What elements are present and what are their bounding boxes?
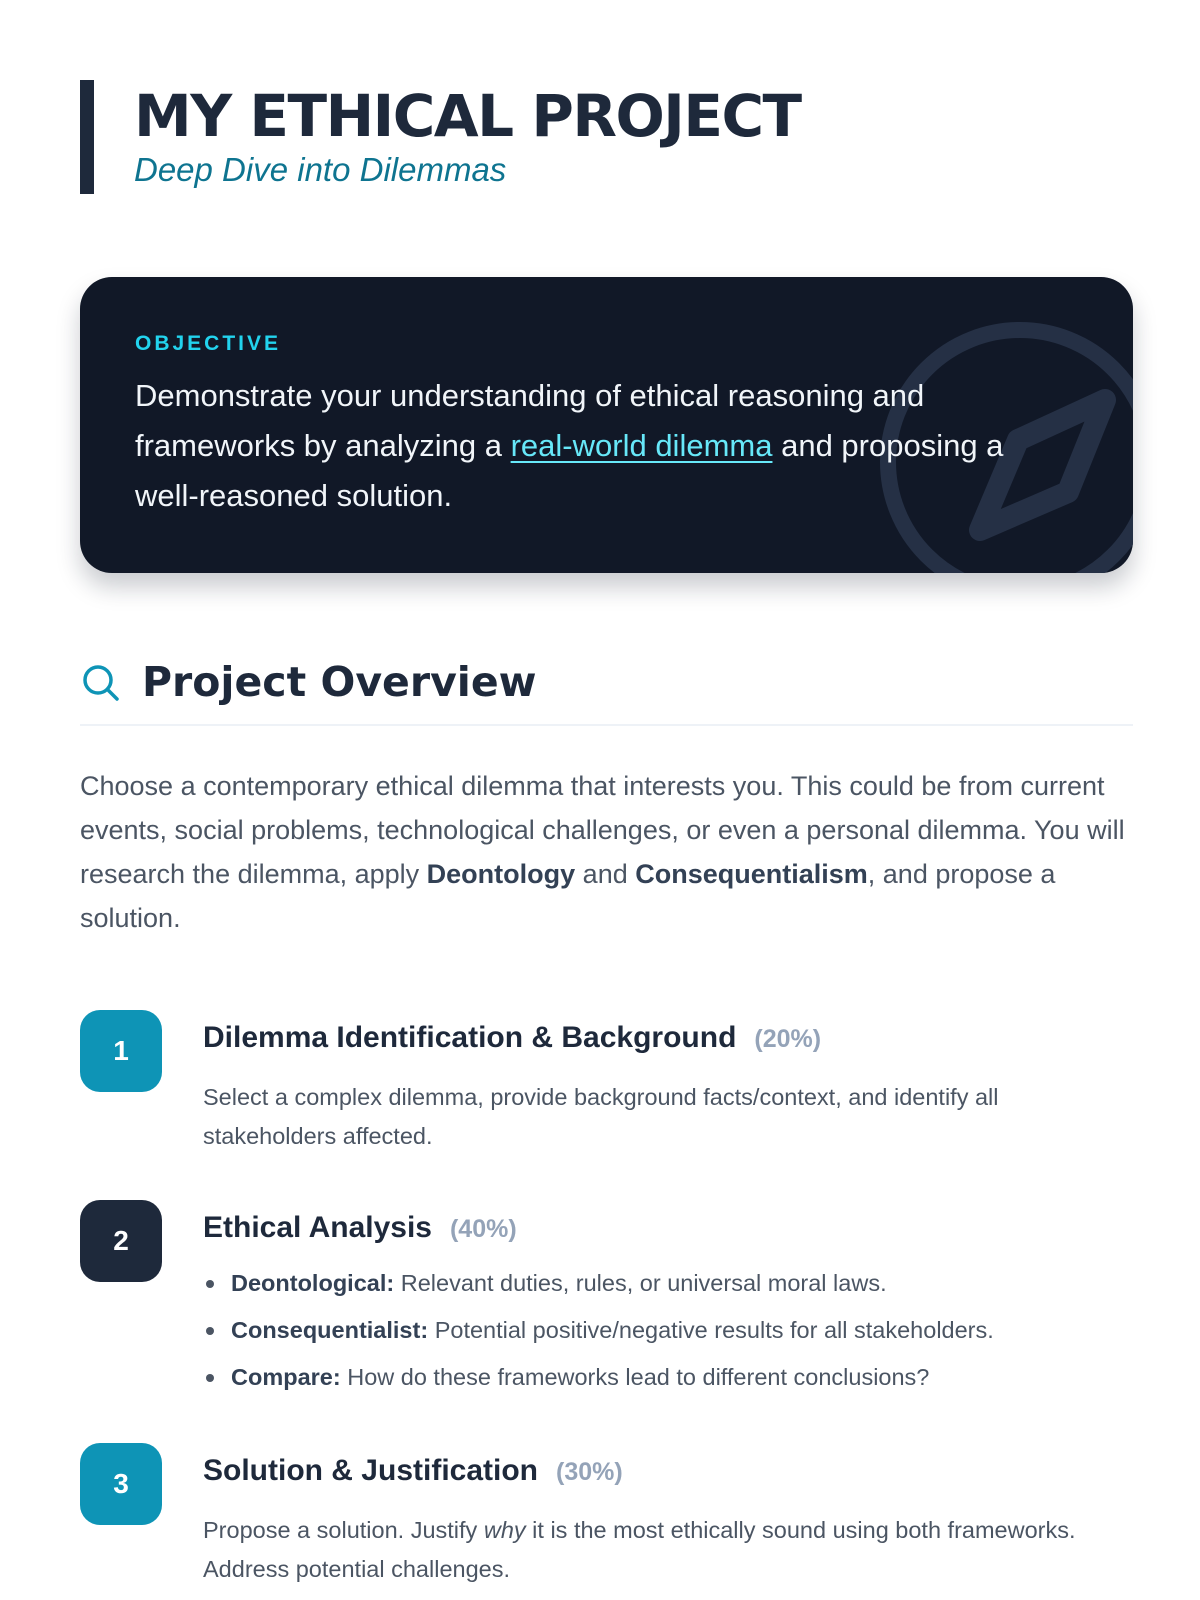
objective-label: OBJECTIVE <box>135 332 282 355</box>
intro-text: Choose a contemporary ethical dilemma that interests you. This could be from current events, social problems, technological challenges, or even a personal dilemma. You will research the dilemma, apply <box>80 771 1125 889</box>
page-title: MY ETHICAL PROJECT <box>134 82 801 150</box>
step-title-text: Solution & Justification <box>203 1454 538 1487</box>
step-title-text: Ethical Analysis <box>203 1211 432 1244</box>
step-weight: (40%) <box>449 1215 517 1243</box>
step-description <box>203 1511 1093 1589</box>
step-description-text: it is the most ethically sound using both frameworks. Address potential challenges. <box>203 1517 1076 1582</box>
page-header <box>80 80 801 194</box>
section-title: Project Overview <box>142 658 537 706</box>
list-item <box>203 1260 1123 1307</box>
consequentialism-term: Consequentialism <box>635 859 868 889</box>
deontology-term: Deontology <box>426 859 576 889</box>
step-description-text: Propose a solution. Justify <box>203 1517 484 1543</box>
list-item-text: Potential positive/negative results for all stakeholders. <box>428 1317 994 1343</box>
search-icon <box>80 662 122 704</box>
intro-text: and <box>575 859 636 889</box>
step-title <box>203 1451 623 1492</box>
objective-text-start: Demonstrate your understanding of ethical reasoning and frameworks by analyzing a <box>135 378 925 463</box>
objective-text <box>135 371 1075 521</box>
list-item-term: Consequentialist: <box>231 1317 429 1343</box>
analysis-list <box>203 1260 1123 1401</box>
list-item <box>203 1307 1123 1354</box>
objective-card <box>80 277 1133 573</box>
project-overview-header <box>80 650 1133 726</box>
step-weight: (30%) <box>556 1458 623 1486</box>
step-description: Select a complex dilemma, provide background facts/context, and identify all stakeholders affected. <box>203 1084 999 1149</box>
page-subtitle: Deep Dive into Dilemmas <box>134 151 507 188</box>
emphasis-why: why <box>483 1517 526 1543</box>
step-number-badge: 2 <box>80 1200 162 1282</box>
intro-text: , and propose a solution. <box>80 859 1056 933</box>
step-weight: (20%) <box>754 1025 822 1053</box>
list-item-term: Compare: <box>231 1364 341 1390</box>
real-world-dilemma-link[interactable]: real-world dilemma <box>510 428 773 463</box>
step-number-badge: 1 <box>80 1010 162 1092</box>
objective-text-end: and proposing a well-reasoned solution. <box>135 428 1004 513</box>
list-item-text: Relevant duties, rules, or universal moral laws. <box>394 1270 887 1296</box>
list-item-term: Deontological: <box>231 1270 395 1296</box>
list-item <box>203 1354 1123 1401</box>
step-title-text: Dilemma Identification & Background <box>203 1021 737 1054</box>
step-title <box>203 1018 821 1059</box>
overview-intro <box>80 764 1133 940</box>
step-title <box>203 1208 517 1249</box>
list-item-text: How do these frameworks lead to different conclusions? <box>340 1364 930 1390</box>
step-number-badge: 3 <box>80 1443 162 1525</box>
